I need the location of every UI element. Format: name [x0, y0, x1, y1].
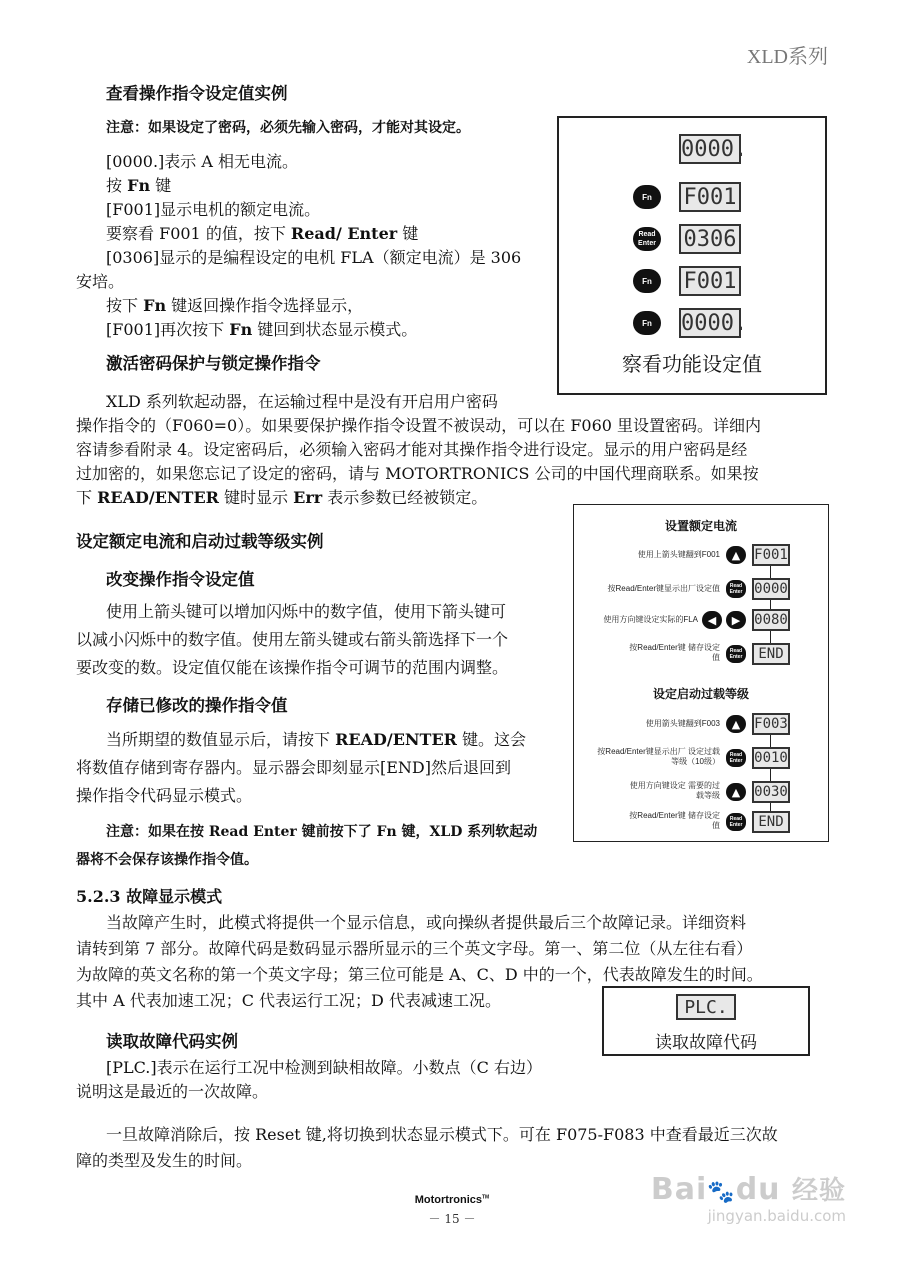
panel-caption: 读取故障代码	[655, 1033, 757, 1053]
section3-body1	[76, 598, 566, 682]
line: 操作指令的（F060=0）。如果要保护操作指令设置不被误动，可以在 F060 里设置密码。详细内	[76, 416, 762, 435]
section4-sub: 读取故障代码实例	[106, 1032, 238, 1051]
section1-note: 注意：如果设定了密码，必须先输入密码，才能对其设定。	[106, 120, 470, 136]
baidu-watermark	[651, 1170, 846, 1225]
section4-body2	[76, 1122, 828, 1174]
section1-title: 查看操作指令设定值实例	[106, 84, 288, 103]
read-enter-key: Read Enter	[633, 227, 661, 251]
section1-body2	[106, 294, 417, 342]
lcd-display: PLC.	[676, 994, 736, 1020]
line: 说明这是最近的一次故障。	[76, 1082, 269, 1101]
up-arrow-key-icon: ▲	[726, 783, 746, 801]
lcd-display: 0000.	[679, 308, 741, 338]
line: 过加密的，如果您忘记了设定的密码，请与 MOTORTRONICS 公司的中国代理商联系。如果按	[76, 464, 759, 483]
up-arrow-key-icon: ▲	[726, 546, 746, 564]
lcd-display: 0000	[752, 578, 790, 600]
step-label: 按Read/Enter键 储存设定值	[629, 643, 720, 662]
section3-sub1: 改变操作指令设定值	[106, 570, 255, 589]
step-label: 使用方向键设定 需要的过载等级	[629, 781, 720, 800]
line: 要改变的数。设定值仅能在该操作指令可调节的范围内调整。	[76, 658, 509, 677]
lcd-display: 0080	[752, 609, 790, 631]
lcd-display: END	[752, 643, 790, 665]
lcd-display: F001	[679, 182, 741, 212]
watermark-url: jingyan.baidu.com	[707, 1207, 846, 1225]
paw-icon: 🐾	[707, 1180, 736, 1205]
flow-arrow	[770, 600, 771, 609]
view-settings-panel	[557, 116, 827, 395]
section2-body	[76, 414, 828, 510]
flow-arrow	[770, 631, 771, 643]
set-current-panel	[573, 504, 829, 842]
section3-sub2: 存储已修改的操作指令值	[106, 696, 288, 715]
fn-key: Fn	[633, 311, 661, 335]
line: 将数值存储到寄存器内。显示器会即刻显示[END]然后退回到	[76, 758, 511, 777]
section3-title: 设定额定电流和启动过载等级实例	[76, 532, 324, 551]
step-label: 按Read/Enter键显示出厂设定值	[607, 584, 720, 593]
section4-title: 5.2.3 故障显示模式	[76, 887, 223, 906]
line: 当所期望的数值显示后，请按下 READ/ENTER 键。这会	[106, 730, 527, 749]
line: 为故障的英文名称的第一个英文字母；第三位可能是 A、C、D 中的一个，代表故障发生的时间。	[76, 965, 763, 984]
line: 其中 A 代表加速工况；C 代表运行工况；D 代表减速工况。	[76, 991, 501, 1010]
section1-body	[106, 150, 556, 270]
lcd-display: 0306	[679, 224, 741, 254]
line: 容请参看附录 4。设定密码后，必须输入密码才能对其操作指令进行设定。显示的用户密码是经	[76, 440, 748, 459]
read-enter-key: Read Enter	[726, 580, 746, 598]
line: [PLC.]表示在运行工况中检测到缺相故障。小数点（C 右边）	[106, 1058, 542, 1077]
lcd-display: 0010	[752, 747, 790, 769]
lcd-display: F001	[679, 266, 741, 296]
line: 当故障产生时，此模式将提供一个显示信息，或向操纵者提供最后三个故障记录。详细资料	[106, 913, 747, 932]
line: 安培。	[76, 272, 125, 291]
panel-caption: 察看功能设定值	[622, 352, 762, 376]
step-label: 按Read/Enter键显示出厂 设定过载等级（10级）	[597, 747, 720, 766]
flow-arrow	[770, 566, 771, 578]
step-label: 使用箭头键翻到F003	[645, 719, 720, 728]
up-arrow-key-icon: ▲	[726, 715, 746, 733]
section2-title: 激活密码保护与锁定操作指令	[106, 354, 321, 373]
line: 要察看 F001 的值，按下 Read/ Enter 键	[106, 224, 419, 243]
left-arrow-key-icon: ◀	[702, 611, 722, 629]
panel-title: 设定启动过载等级	[652, 687, 749, 701]
step-label: 使用方向键设定实际的FLA	[603, 615, 698, 624]
fn-key: Fn	[633, 269, 661, 293]
line: [0306]显示的是编程设定的电机 FLA（额定电流）是 306	[106, 248, 522, 267]
step-label: 使用上箭头键翻到F001	[637, 550, 720, 559]
footer-brand: Motortronics™	[414, 1194, 490, 1206]
watermark-logo: Bai🐾du 经验	[650, 1172, 846, 1207]
flow-arrow	[770, 803, 771, 811]
line: 下 READ/ENTER 键时显示 Err 表示参数已经被锁定。	[76, 488, 488, 507]
line: 请转到第 7 部分。故障代码是数码显示器所显示的三个英文字母。第一、第二位（从左往右看）	[76, 939, 753, 958]
lcd-display: END	[752, 811, 790, 833]
line: 一旦故障消除后，按 Reset 键,将切换到状态显示模式下。可在 F075-F083 中查看最近三次故	[106, 1125, 778, 1144]
line: 按下 Fn 键返回操作指令选择显示，	[106, 296, 364, 315]
panel-title: 设置额定电流	[664, 519, 737, 533]
section3-body2	[76, 726, 566, 810]
line: 以减小闪烁中的数字值。使用左箭头键或右箭头箭选择下一个	[76, 630, 509, 649]
lcd-display: 0000.	[679, 134, 741, 164]
read-enter-key: Read Enter	[726, 813, 746, 831]
line: [0000.]表示 A 相无电流。	[106, 152, 299, 171]
line: XLD 系列软起动器，在运输过程中是没有开启用户密码	[106, 392, 498, 411]
step-label: 按Read/Enter键 储存设定值	[629, 811, 720, 830]
series-header: XLD系列	[746, 46, 828, 68]
line: 操作指令代码显示模式。	[76, 786, 253, 805]
lcd-display: F003	[752, 713, 790, 735]
flow-arrow	[770, 769, 771, 781]
lcd-display: 0030	[752, 781, 790, 803]
read-fault-panel	[602, 986, 810, 1056]
read-enter-key: Read Enter	[726, 749, 746, 767]
right-arrow-key-icon: ▶	[726, 611, 746, 629]
page-number: － 15 －	[428, 1212, 476, 1226]
line: [F001]再次按下 Fn 键回到状态显示模式。	[106, 320, 418, 339]
flow-arrow	[770, 735, 771, 747]
line: 障的类型及发生的时间。	[76, 1151, 253, 1170]
line: 注意：如果在按 Read Enter 键前按下了 Fn 键，XLD 系列软起动	[106, 824, 538, 840]
read-enter-key: Read Enter	[726, 645, 746, 663]
line: 使用上箭头键可以增加闪烁中的数字值，使用下箭头键可	[106, 602, 507, 621]
line: [F001]显示电机的额定电流。	[106, 200, 321, 219]
section3-note	[76, 818, 566, 874]
line: 按 Fn 键	[106, 176, 172, 195]
line: 器将不会保存该操作指令值。	[76, 852, 258, 868]
fn-key: Fn	[633, 185, 661, 209]
lcd-display: F001	[752, 544, 790, 566]
